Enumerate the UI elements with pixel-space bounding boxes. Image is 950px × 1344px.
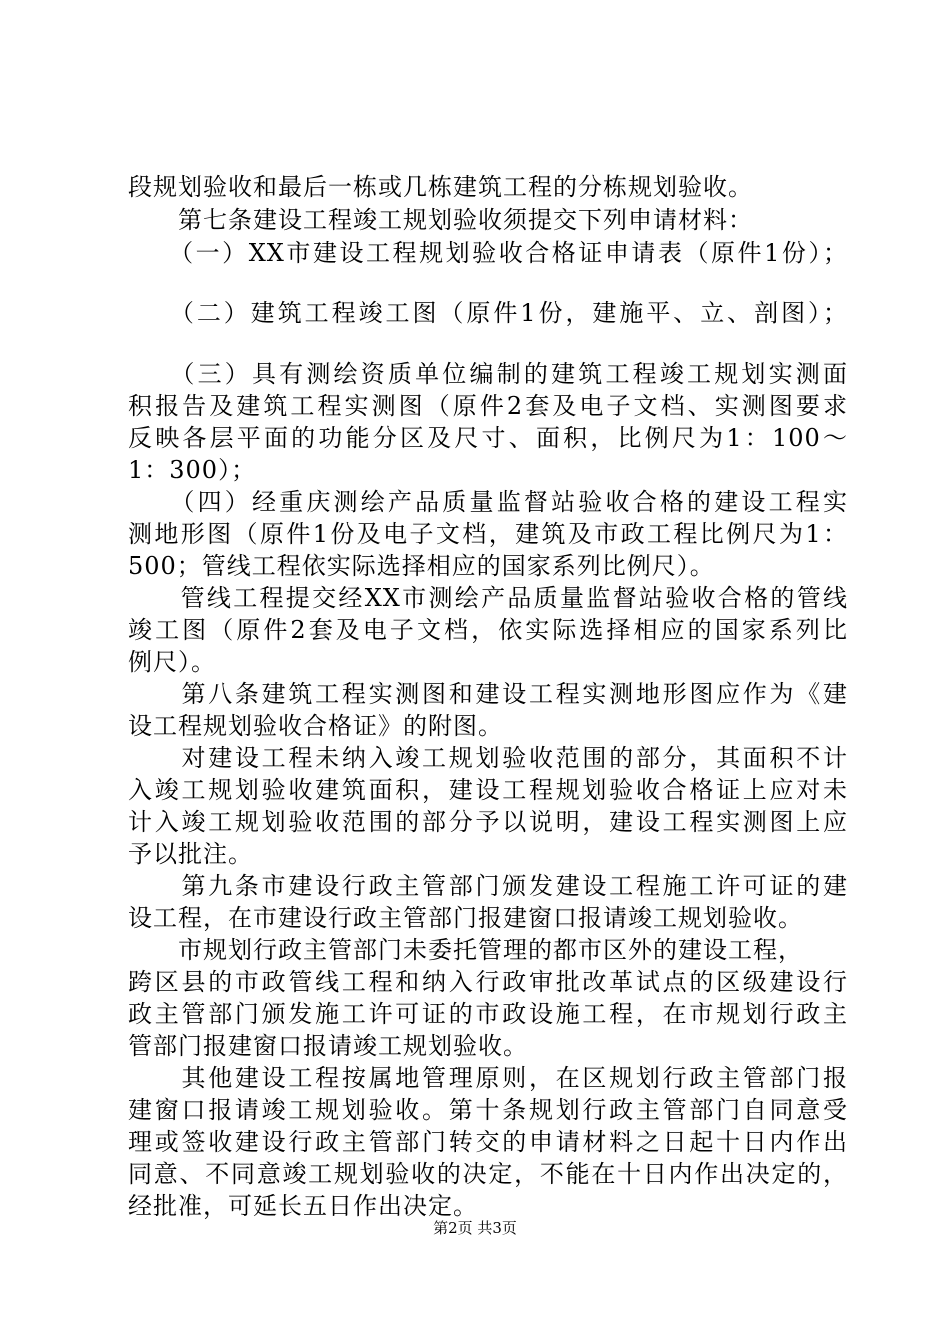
text-line: 予以批注。 [128,840,253,868]
text-line: 第七条建设工程竣工规划验收须提交下列申请材料： [128,206,753,234]
text-line: 段规划验收和最后一栋或几栋建筑工程的分栋规划验收。 [128,173,753,201]
text-line: 市规划行政主管部门未委托管理的都市区外的建设工程， [128,936,803,964]
text-line: 测地形图（原件1份及电子文档，建筑及市政工程比例尺为1： [128,520,848,548]
text-line: （四）经重庆测绘产品质量监督站验收合格的建设工程实 [128,488,848,516]
text-line: 例尺）。 [128,648,216,676]
text-line: 设工程，在市建设行政主管部门报建窗口报请竣工规划验收。 [128,904,803,932]
page-number-footer: 第2页 共3页 [433,1219,517,1237]
text-line: （三）具有测绘资质单位编制的建筑工程竣工规划实测面 [128,360,848,388]
text-line: 建窗口报请竣工规划验收。第十条规划行政主管部门自同意受 [128,1096,848,1124]
text-line: 跨区县的市政管线工程和纳入行政审批改革试点的区级建设行 [128,968,848,996]
text-line: 入竣工规划验收建筑面积，建设工程规划验收合格证上应对未 [128,776,848,804]
text-line: （一）XX市建设工程规划验收合格证申请表（原件1份）； [128,239,848,267]
text-line: 竣工图（原件2套及电子文档，依实际选择相应的国家系列比 [128,616,848,644]
text-line: 同意、不同意竣工规划验收的决定，不能在十日内作出决定的， [128,1160,848,1188]
text-line: 对建设工程未纳入竣工规划验收范围的部分，其面积不计 [128,744,848,772]
text-line: 500；管线工程依实际选择相应的国家系列比例尺）。 [128,552,715,580]
text-line: 计入竣工规划验收范围的部分予以说明，建设工程实测图上应 [128,808,848,836]
text-line: 管线工程提交经XX市测绘产品质量监督站验收合格的管线 [128,584,848,612]
text-line: 第八条建筑工程实测图和建设工程实测地形图应作为《建 [128,680,848,708]
text-line: 管部门报建窗口报请竣工规划验收。 [128,1032,528,1060]
text-line: 1：300）； [128,456,257,484]
text-line: （二）建筑工程竣工图（原件1份，建施平、立、剖图）； [128,299,848,327]
text-line: 政主管部门颁发施工许可证的市政设施工程，在市规划行政主 [128,1000,848,1028]
text-line: 其他建设工程按属地管理原则，在区规划行政主管部门报 [128,1064,848,1092]
text-line: 第九条市建设行政主管部门颁发建设工程施工许可证的建 [128,872,848,900]
text-line: 设工程规划验收合格证》的附图。 [128,712,503,740]
text-line: 理或签收建设行政主管部门转交的申请材料之日起十日内作出 [128,1128,848,1156]
text-line: 积报告及建筑工程实测图（原件2套及电子文档、实测图要求 [128,392,848,420]
text-line: 反映各层平面的功能分区及尺寸、面积，比例尺为1：100～ [128,424,848,452]
text-line: 经批准，可延长五日作出决定。 [128,1192,478,1220]
